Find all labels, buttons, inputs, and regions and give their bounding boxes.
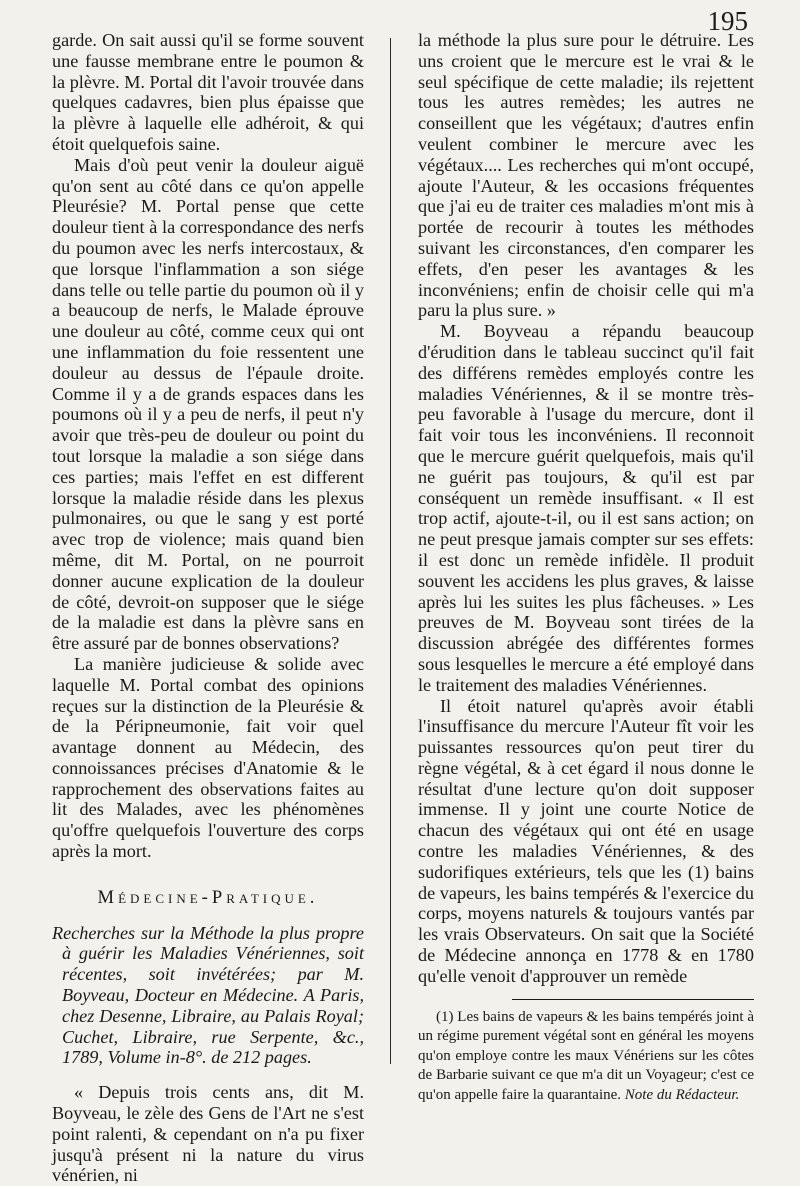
footnote-signature: Note du Rédacteur.: [624, 1087, 740, 1104]
right-paragraph-2: M. Boyveau a répandu beaucoup d'érudition dans le tableau succinct qu'il fait des différens remèdes employés contre les maladies Vénériennes, & il se montre très-peu favorable à l'usage du mercure, dont il fait voir tous les inconvéniens. Il reconnoit que le mercure guérit quelquefois, mais qu'il ne guérit pas toujours, & qu'il est par conséquent un remède insuffisant. « Il est trop actif, ajoute-t-il, ou il est sans action; on ne peut presque jamais compter sur ses effets: il est donc un remède infidèle. Il produit souvent les accidens les plus graves, & laisse après lui les suites les plus fâcheuses. » Les preuves de M. Boyveau sont tirées de la discussion abrégée des différentes formes sous lesquelles le mercure a été employé dans le traitement des maladies Vénériennes.: [418, 321, 754, 695]
footnote: [418, 1008, 754, 1106]
left-paragraph-3: La manière judicieuse & solide avec laquelle M. Portal combat des opinions reçues sur la distinction de la Pleurésie & de la Péripneumonie, fait voir quel avantage donnent au Médecin, des connoissances précises d'Anatomie & le rapprochement des observations faites au lit des Malades, avec les phénomènes qu'offre quelquefois l'ouverture des corps après la mort.: [52, 653, 364, 862]
book-reference: Recherches sur la Méthode la plus propre à guérir les Maladies Vénériennes, soit récentes, soit invétérées; par M. Boyveau, Docteur en Médecine. A Paris, chez Desenne, Libraire, au Palais Royal; Cuchet, Libraire, rue Serpente, &c., 1789, Volume in-8°. de 212 pages.: [52, 922, 364, 1068]
column-divider: [390, 38, 391, 1064]
footnote-rule: [512, 999, 754, 1000]
right-paragraph-3: Il étoit naturel qu'après avoir établi l'insuffisance du mercure l'Auteur fît voir les puissantes ressources qu'on peut tirer du règne végétal, & à cet égard il nous donne le résultat d'une lecture qu'on doit supposer immense. Il y joint une courte Notice de chacun des végétaux qui ont été en usage contre les maladies Vénériennes, & des sudorifiques extérieurs, tels que les (1) bains de vapeurs, les bains tempérés & l'exercice du corps, moyens naturels & toujours vantés par les vrais Observateurs. On sait que la Société de Médecine annonça en 1778 & en 1780 qu'elle venoit d'approuver un remède: [418, 695, 754, 986]
section-heading: Médecine-Pratique.: [97, 886, 319, 908]
left-column: [52, 30, 364, 1186]
footnote-text: (1) Les bains de vapeurs & les bains tempérés joint à un régime purement végétal sont en général les moyens qu'on employe contre les maux Vénériens sur les côtes de Barbarie suivant ce que m'a dit un Voyageur; c'est ce qu'on appelle faire la quarantaine.: [418, 1008, 754, 1104]
left-paragraph-4: « Depuis trois cents ans, dit M. Boyveau, le zèle des Gens de l'Art ne s'est point ralenti, & cependant on n'a pu fixer jusqu'à présent ni la nature du virus vénérien, ni: [52, 1082, 364, 1186]
page-number: 195: [707, 6, 748, 36]
left-paragraph-2: Mais d'où peut venir la douleur aiguë qu'on sent au côté dans ce qu'on appelle Pleurésie? M. Portal pense que cette douleur tient à la correspondance des nerfs du poumon avec les nerfs intercostaux, & que lorsque l'inflammation a son siége dans telle ou telle partie du poumon où il y a beaucoup de nerfs, le Malade éprouve une douleur au côté, comme ceux qui ont une inflammation du foie ressentent une douleur au dessus de l'épaule droite. Comme il y a de grands espaces dans les poumons où il y a peu de nerfs, il peut n'y avoir que très-peu de douleur ou point du tout lorsque la maladie a son siége dans ces parties; mais l'effet en est different lorsque la maladie réside dans les plexus pulmonaires, ou que le sang y est porté avec trop de violence; mais quand bien même, dit M. Portal, on ne pourroit donner aucune explication de la douleur de côté, devroit-on supposer que le siége de la maladie est dans la plèvre sans en être assuré par de bonnes observations?: [52, 154, 364, 654]
right-paragraph-1: la méthode la plus sure pour le détruire. Les uns croient que le mercure est le vrai & le seul spécifique de cette maladie; ils rejettent tous les autres remèdes; les autres ne conseillent que les végétaux; d'autres enfin veulent combiner le mercure avec les végétaux.... Les recherches qui m'ont occupé, ajoute l'Auteur, & les occasions fréquentes que j'ai eu de traiter ces maladies m'ont mis à portée de recourir à toutes les méthodes suivant les circonstances, d'en comparer les effets, d'en peser les avantages & les inconvéniens; enfin de choisir celle qui m'a paru la plus sure. »: [418, 30, 754, 321]
right-column: [418, 30, 754, 1106]
left-paragraph-1: garde. On sait aussi qu'il se forme souvent une fausse membrane entre le poumon & la plèvre. M. Portal dit l'avoir trouvée dans quelques cadavres, bien plus épaisse que la plèvre à laquelle elle adhéroit, & qui étoit quelquefois saine.: [52, 30, 364, 154]
